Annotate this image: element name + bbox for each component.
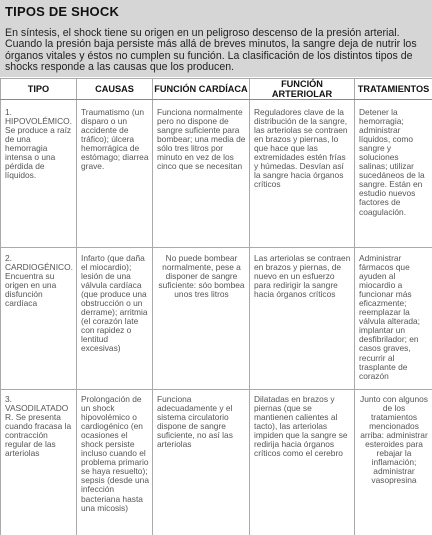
header-panel — [0, 0, 432, 77]
table-row — [1, 248, 432, 390]
column-header-funcion-arteriolar: FUNCIÓN ARTERIOLAR — [250, 79, 355, 100]
cell-funcion-arteriolar: Las arteriolas se contraen en brazos y piernas, de nuevo en un esfuerzo para redirigir la sangre hacia órganos críticos — [250, 248, 355, 390]
column-header-tipo: TIPO — [1, 79, 77, 100]
cell-tratamientos: Detener la hemorragia; administrar líquidos, como sangre y soluciones salinas; utilizar sucedáneos de la sangre. Están en estudio nuevos factores de coagulación. — [355, 100, 432, 248]
cell-causas: Prolongación de un shock hipovolémico o cardiogénico (en ocasiones el shock persiste incluso cuando el problema primario se haya resuelto); sepsis (desde una infección bacteriana hasta una micosis) — [77, 390, 153, 535]
cell-tipo: 1. HIPOVOLÉMICO. Se produce a raíz de una hemorragia intensa o una pérdida de líquidos. — [1, 100, 77, 248]
table-header-row — [1, 79, 432, 100]
column-header-funcion-cardiaca: FUNCIÓN CARDÍACA — [153, 79, 250, 100]
cell-tratamientos: Junto con algunos de los tratamientos mencionados arriba: administrar esteroides para rebajar la inflamación; administrar vasopresina — [355, 390, 432, 535]
cell-funcion-arteriolar: Reguladores clave de la distribución de la sangre, las arteriolas se contraen en brazos y piernas, lo que hace que las extremidades estén frías y húmedas. Desvían así la sangre hacia órganos críticos — [250, 100, 355, 248]
cell-funcion-cardiaca: Funciona normalmente pero no dispone de sangre suficiente para bombear; una media de sólo tres litros por minuto en vez de los cinco que se necesitan — [153, 100, 250, 248]
cell-funcion-arteriolar: Dilatadas en brazos y piernas (que se mantienen calientes al tacto), las arteriolas impiden que la sangre se redirija hacia órganos críticos como el cerebro — [250, 390, 355, 535]
cell-causas: Infarto (que daña el miocardio); lesión de una válvula cardíaca (que produce una obstrucción o un derrame); arritmia (el corazón late con rapidez o lentitud excesivas) — [77, 248, 153, 390]
cell-tipo: 3. VASODILATADO R. Se presenta cuando fracasa la contracción regular de las arteriolas — [1, 390, 77, 535]
cell-funcion-cardiaca: No puede bombear normalmente, pese a disponer de sangre suficiente: sóo bombea unos tres litros — [153, 248, 250, 390]
column-header-tratamientos: TRATAMIENTOS — [355, 79, 432, 100]
column-header-causas: CAUSAS — [77, 79, 153, 100]
page-title: TIPOS DE SHOCK — [5, 4, 120, 19]
cell-tratamientos: Administrar fármacos que ayuden al miocardio a funcionar más eficazmente; reemplazar la válvula alterada; implantar un desfibrilador; en casos graves, recurrir al trasplante de corazón — [355, 248, 432, 390]
intro-paragraph: En síntesis, el shock tiene su origen en un peligroso descenso de la presión arterial. Cuando la presión baja persiste más allá de breves minutos, la sangre deja de nutrir los órganos vitales y éstos no cumplen su función. La clasificación de los distintos tipos de shocks responde a las causas que los producen. — [5, 27, 417, 73]
table-row — [1, 390, 432, 535]
table-row — [1, 100, 432, 248]
cell-tipo: 2. CARDIOGÉNICO. Encuentra su origen en una disfunción cardíaca — [1, 248, 77, 390]
cell-causas: Traumatismo (un disparo o un accidente de tráfico); úlcera hemorrágica de estómago; diarrea grave. — [77, 100, 153, 248]
shock-types-table — [0, 78, 432, 535]
cell-funcion-cardiaca: Funciona adecuadamente y el sistema circulatorio dispone de sangre suficiente, no así las arteriolas — [153, 390, 250, 535]
